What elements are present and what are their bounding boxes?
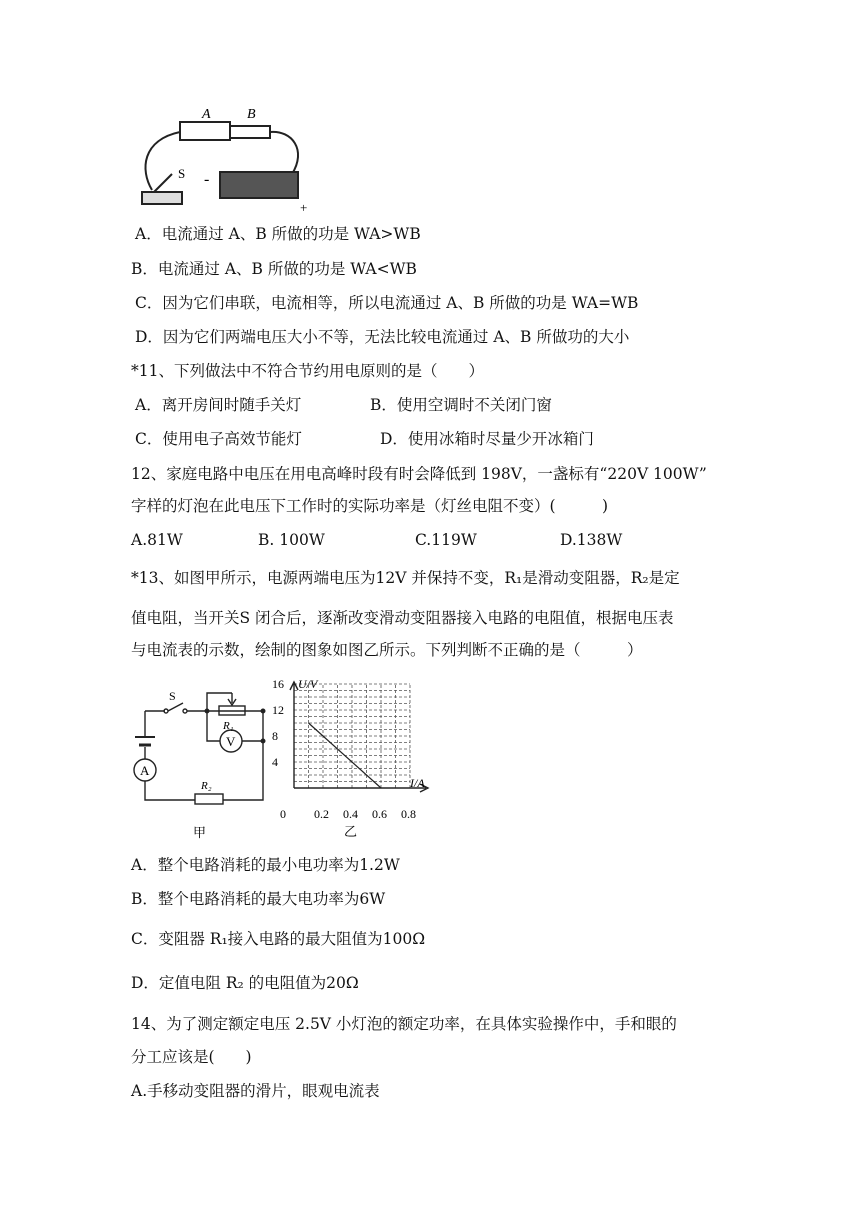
battery-minus-label: - xyxy=(204,171,210,188)
q13-stem-line2: 值电阻，当开关S 闭合后，逐渐改变滑动变阻器接入电路的电阻值，根据电压表 xyxy=(131,609,674,627)
x-tick-label: 0.4 xyxy=(343,807,358,821)
resistor-a-label: A xyxy=(202,107,211,122)
r1-label: R₁ xyxy=(223,720,234,732)
x-tick-label: 0.8 xyxy=(401,807,416,821)
circuit-diagram-jia xyxy=(125,685,275,845)
circuit-caption: 甲 xyxy=(193,825,207,840)
q13-option-b: B．整个电路消耗的最大电功率为6W xyxy=(131,890,386,908)
y-tick-label: 8 xyxy=(272,729,278,743)
q14-stem-line2: 分工应该是( ) xyxy=(131,1048,252,1066)
q14-stem-line1: 14、为了测定额定电压 2.5V 小灯泡的额定功率，在具体实验操作中，手和眼的 xyxy=(131,1015,677,1033)
x-tick-label: 0.2 xyxy=(314,807,329,821)
y-tick-label: 12 xyxy=(272,703,284,717)
battery-plus-label: + xyxy=(300,200,308,215)
q10-option-d: D．因为它们两端电压大小不等，无法比较电流通过 A、B 所做功的大小 xyxy=(135,328,630,346)
x-tick-label: 0 xyxy=(280,807,286,821)
r2-label: R₂ xyxy=(201,780,212,792)
resistor-b-label: B xyxy=(247,107,256,122)
ammeter-label: A xyxy=(140,763,150,778)
q11-stem: *11、下列做法中不符合节约用电原则的是（ ） xyxy=(131,362,484,380)
q11-option-d: D．使用冰箱时尽量少开冰箱门 xyxy=(380,430,594,448)
q14-option-a: A.手移动变阻器的滑片，眼观电流表 xyxy=(131,1082,380,1100)
q13-stem-line1: *13、如图甲所示，电源两端电压为12V 并保持不变，R₁是滑动变阻器，R₂是定 xyxy=(131,569,680,587)
q10-option-b: B．电流通过 A、B 所做的功是 WA<WB xyxy=(131,260,417,278)
q11-option-a: A．离开房间时随手关灯 xyxy=(135,396,302,414)
q12-stem-line1: 12、家庭电路中电压在用电高峰时段有时会降低到 198V，一盏标有“220V 100W” xyxy=(131,465,707,483)
q13-option-a: A．整个电路消耗的最小电功率为1.2W xyxy=(131,856,400,874)
q12-option-b: B. 100W xyxy=(258,531,325,549)
q13-option-d: D．定值电阻 R₂ 的电阻值为20Ω xyxy=(131,974,359,992)
x-axis-label: I/A xyxy=(410,776,425,790)
q12-option-a: A.81W xyxy=(131,531,183,549)
series-circuit-figure xyxy=(132,100,332,215)
voltmeter-label: V xyxy=(226,734,236,749)
y-tick-label: 4 xyxy=(272,755,278,769)
q12-option-d: D.138W xyxy=(560,531,623,549)
switch-label: S xyxy=(169,689,176,703)
q10-option-a: A．电流通过 A、B 所做的功是 WA>WB xyxy=(135,225,421,243)
q11-option-b: B．使用空调时不关闭门窗 xyxy=(370,396,552,414)
y-axis-label: U/V xyxy=(298,677,318,691)
q13-stem-line3: 与电流表的示数，绘制的图象如图乙所示。下列判断不正确的是（ ） xyxy=(131,641,643,659)
q12-option-c: C.119W xyxy=(415,531,477,549)
q11-option-c: C．使用电子高效节能灯 xyxy=(135,430,302,448)
switch-s-label: S xyxy=(178,166,186,181)
y-tick-label: 16 xyxy=(272,677,284,691)
u-i-graph-yi xyxy=(270,676,445,846)
graph-caption: 乙 xyxy=(344,824,358,839)
q13-option-c: C．变阻器 R₁接入电路的最大阻值为100Ω xyxy=(131,930,426,948)
x-tick-label: 0.6 xyxy=(372,807,387,821)
q10-option-c: C．因为它们串联，电流相等，所以电流通过 A、B 所做的功是 WA=WB xyxy=(135,294,639,312)
q12-stem-line2: 字样的灯泡在此电压下工作时的实际功率是（灯丝电阻不变）( ) xyxy=(131,497,609,515)
